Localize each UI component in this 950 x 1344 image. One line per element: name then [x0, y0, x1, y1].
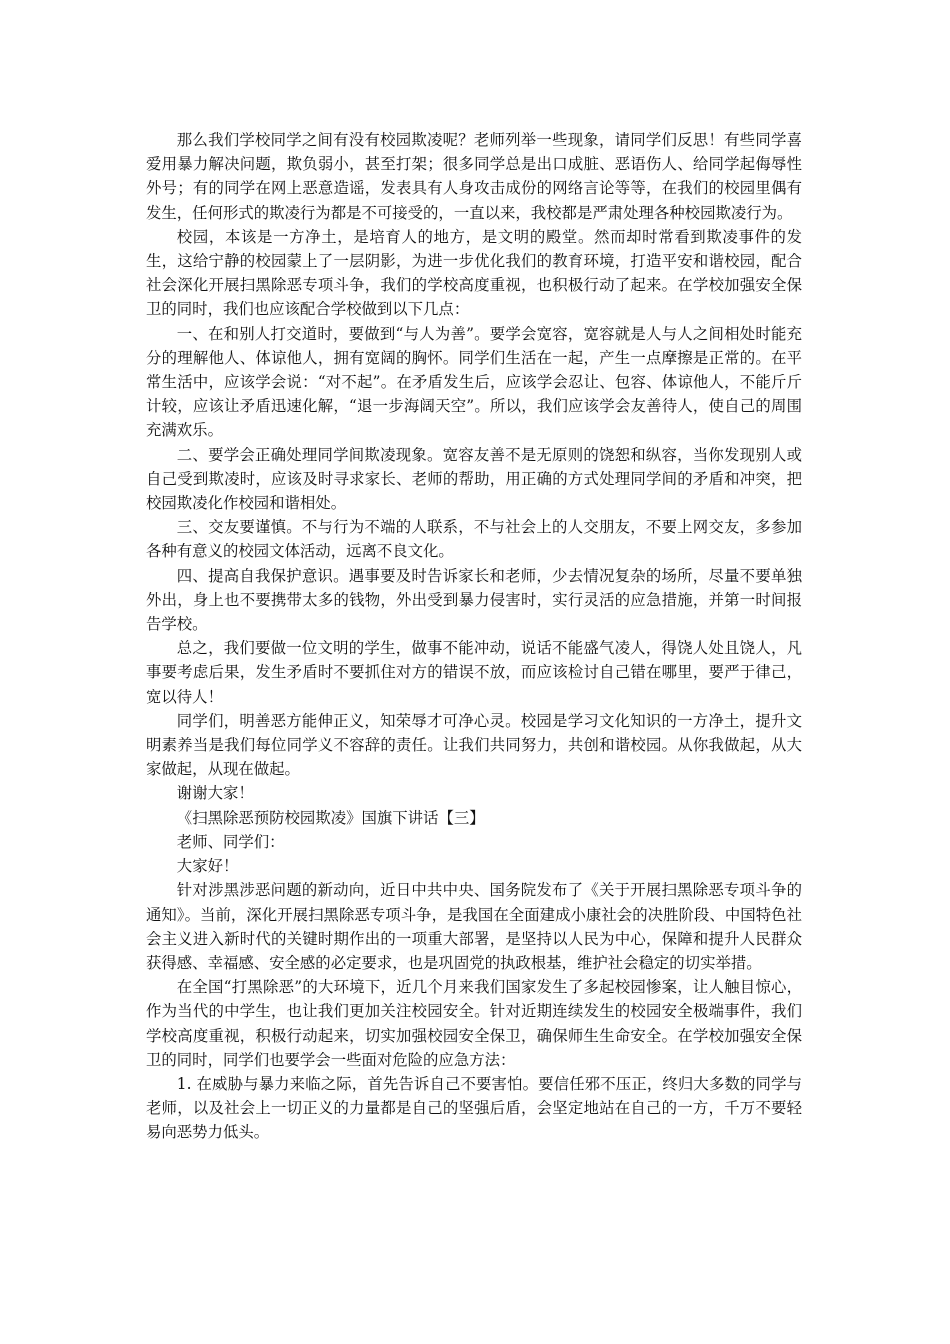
paragraph-point-two: 二、要学会正确处理同学间欺凌现象。宽容友善不是无原则的饶恕和纵容，当你发现别人或自己受到欺凌时，应该及时寻求家长、老师的帮助，用正确的方式处理同学间的矛盾和冲突，把校园欺凌化作校园和谐相处。: [146, 445, 802, 513]
document-page: [146, 128, 802, 1145]
paragraph-method-one: 1. 在威胁与暴力来临之际，首先告诉自己不要害怕。要信任邪不压正，终归大多数的同学与老师，以及社会上一切正义的力量都是自己的坚强后盾，会坚定地站在自己的一方，千万不要轻易向恶势力低头。: [146, 1074, 802, 1142]
paragraph-closing: 同学们，明善恶方能伸正义，知荣辱才可净心灵。校园是学习文化知识的一方净土，提升文明素养当是我们每位同学义不容辞的责任。让我们共同努力，共创和谐校园。从你我做起，从大家做起，从现在做起。: [146, 711, 802, 779]
paragraph-point-four: 四、提高自我保护意识。遇事要及时告诉家长和老师，少去情况复杂的场所，尽量不要单独外出，身上也不要携带太多的钱物，外出受到暴力侵害时，实行灵活的应急措施，并第一时间报告学校。: [146, 566, 802, 634]
paragraph-campus-safety: 在全国“打黑除恶”的大环境下，近几个月来我们国家发生了多起校园惨案，让人触目惊心，作为当代的中学生，也让我们更加关注校园安全。针对近期连续发生的校园安全极端事件，我们学校高度重视，积极行动起来，切实加强校园安全保卫，确保师生生命安全。在学校加强安全保卫的同时，同学们也要学会一些面对危险的应急方法：: [146, 978, 802, 1069]
paragraph-summary: 总之，我们要做一位文明的学生，做事不能冲动，说话不能盛气凌人，得饶人处且饶人，凡事要考虑后果，发生矛盾时不要抓住对方的错误不放，而应该检讨自己错在哪里，要严于律己，宽以待人！: [146, 639, 802, 706]
paragraph-bullying-phenomena: 那么我们学校同学之间有没有校园欺凌呢？老师列举一些现象，请同学们反思！有些同学喜爱用暴力解决问题，欺负弱小，甚至打架；很多同学总是出口成脏、恶语伤人、给同学起侮辱性外号；有的同学在网上恶意造谣，发表具有人身攻击成份的网络言论等等，在我们的校园里偶有发生，任何形式的欺凌行为都是不可接受的，一直以来，我校都是严肃处理各种校园欺凌行为。: [146, 131, 802, 222]
paragraph-notice: 针对涉黑涉恶问题的新动向，近日中共中央、国务院发布了《关于开展扫黑除恶专项斗争的通知》。当前，深化开展扫黑除恶专项斗争，是我国在全面建成小康社会的决胜阶段、中国特色社会主义进入新时代的关键时期作出的一项重大部署，是坚持以人民为中心，保障和提升人民群众获得感、幸福感、安全感的必定要求，也是巩固党的执政根基，维护社会稳定的切实举措。: [146, 881, 802, 972]
paragraph-thanks: 谢谢大家！: [176, 784, 254, 803]
salutation: 老师、同学们：: [176, 832, 285, 851]
paragraph-campus-pure-land: 校园，本该是一方净土，是培育人的地方，是文明的殿堂。然而却时常看到欺凌事件的发生，这给宁静的校园蒙上了一层阴影，为进一步优化我们的教育环境，打造平安和谐校园，配合社会深化开展扫黑除恶专项斗争，我们的学校高度重视，也积极行动了起来。在学校加强安全保卫的同时，我们也应该配合学校做到以下几点：: [146, 227, 802, 319]
section-title: 《扫黑除恶预防校园欺凌》国旗下讲话【三】: [176, 808, 485, 827]
paragraph-point-three: 三、交友要谨慎。不与行为不端的人联系，不与社会上的人交朋友，不要上网交友，多参加各种有意义的校园文体活动，远离不良文化。: [146, 518, 802, 561]
greeting: 大家好！: [176, 857, 239, 876]
paragraph-point-one: 一、在和别人打交道时，要做到“与人为善”。要学会宽容，宽容就是人与人之间相处时能充分的理解他人、体谅他人，拥有宽阔的胸怀。同学们生活在一起，产生一点摩擦是正常的。在平常生活中，应该学会说：“对不起”。在矛盾发生后，应该学会忍让、包容、体谅他人，不能斤斤计较，应该让矛盾迅速化解，“退一步海阔天空”。所以，我们应该学会友善待人，使自己的周围充满欢乐。: [146, 324, 802, 440]
